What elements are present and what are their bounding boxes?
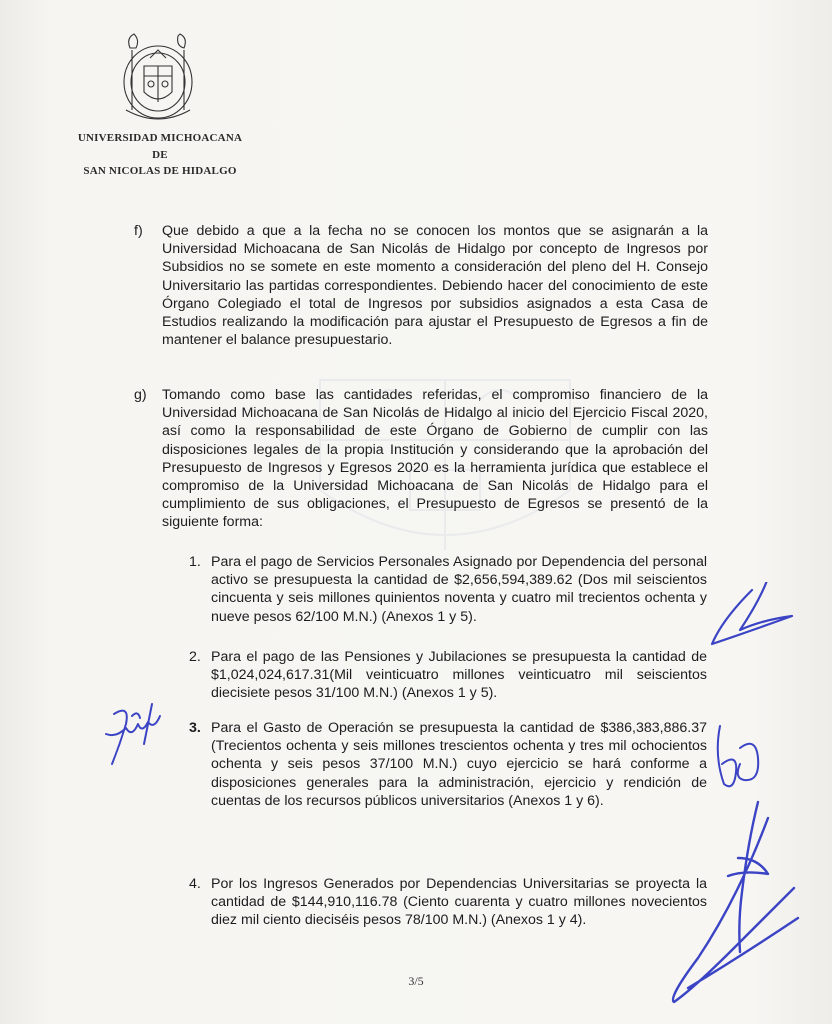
list-item-number: 1. bbox=[189, 554, 201, 570]
paragraph-text: Que debido a que a la fecha no se conocen los montos que se asignarán a la Universidad Michoacana de San Nicolás de Hidalgo por concepto de Ingresos por Subsidios no se somete en este momento a consideración del pleno del H. Consejo Universitario las partidas correspondientes. Debiendo hacer del conocimiento de este Órgano Colegiado el total de Ingresos por subsidios asignados a esta Casa de Estudios realizando la modificación para ajustar el Presupuesto de Egresos a fin de mantener el balance presupuestario. bbox=[162, 223, 708, 349]
list-item-number: 3. bbox=[189, 720, 201, 736]
list-item bbox=[189, 719, 707, 810]
paragraph-label: f) bbox=[134, 223, 143, 239]
list-item bbox=[189, 553, 707, 626]
signature-2 bbox=[92, 694, 172, 774]
signature-4 bbox=[668, 798, 808, 1008]
page-number: 3/5 bbox=[408, 974, 424, 988]
list-item-text: Por los Ingresos Generados por Dependencias Universitarias se proyecta la cantidad de $144,910,116.78 (Ciento cuarenta y cuatro millones novecientos diez mil ciento dieciséis pesos 78/100 M.N.) (Anexos 1 y 4). bbox=[211, 876, 707, 929]
list-item-text: Para el Gasto de Operación se presupuesta la cantidad de $386,383,886.37 (Trecientos ochenta y seis millones trescientos ochenta y tres mil ochocientos ochenta y seis pesos 37/100 M.N.) cuyo ejercicio se hará conforme a disposiciones generales para la administración, ejercicio y rendición de cuentas de los recursos públicos universitarios (Anexos 1 y 6). bbox=[211, 720, 707, 809]
list-item-number: 2. bbox=[189, 649, 201, 665]
list-item bbox=[189, 875, 707, 930]
signature-3 bbox=[700, 718, 770, 798]
list-item-text: Para el pago de las Pensiones y Jubilaciones se presupuesta la cantidad de $1,024,024,617.31(Mil veinticuatro millones veinticuatro mil seiscientos diecisiete pesos 31/100 M.N.) (Anexos 1 y 5). bbox=[211, 649, 707, 702]
list-item-text: Para el pago de Servicios Personales Asignado por Dependencia del personal activo se presupuesta la cantidad de $2,656,594,389.62 (Dos mil seiscientos cincuenta y seis millones quinientos noventa y cuatro mil trecientos ochenta y nueve pesos 62/100 M.N.) (Anexos 1 y 5). bbox=[211, 554, 707, 625]
institution-line-3: SAN NICOLAS DE HIDALGO bbox=[83, 165, 237, 177]
paragraph-label: g) bbox=[134, 387, 147, 403]
institution-name bbox=[60, 130, 260, 180]
institution-line-2: DE bbox=[152, 148, 168, 161]
paragraph-text: Tomando como base las cantidades referidas, el compromiso financiero de la Universidad Michoacana de San Nicolás de Hidalgo al inicio del Ejercicio Fiscal 2020, así como la responsabilidad de este Órgano de Gobierno de cumplir con las disposiciones legales de la propia Institución y considerando que la aprobación del Presupuesto de Ingresos y Egresos 2020 es la herramienta jurídica que establece el compromiso de la Universidad Michoacana de San Nicolás de Hidalgo para el cumplimiento de sus obligaciones, el Presupuesto de Egresos se presentó de la siguiente forma: bbox=[162, 387, 708, 531]
paragraph-f bbox=[134, 222, 708, 349]
signature-1 bbox=[700, 582, 800, 662]
university-seal-logo bbox=[110, 28, 206, 128]
list-item bbox=[189, 648, 707, 703]
paragraph-g bbox=[134, 386, 708, 532]
institution-line-1: UNIVERSIDAD MICHOACANA bbox=[77, 132, 243, 144]
list-item-number: 4. bbox=[189, 876, 201, 892]
